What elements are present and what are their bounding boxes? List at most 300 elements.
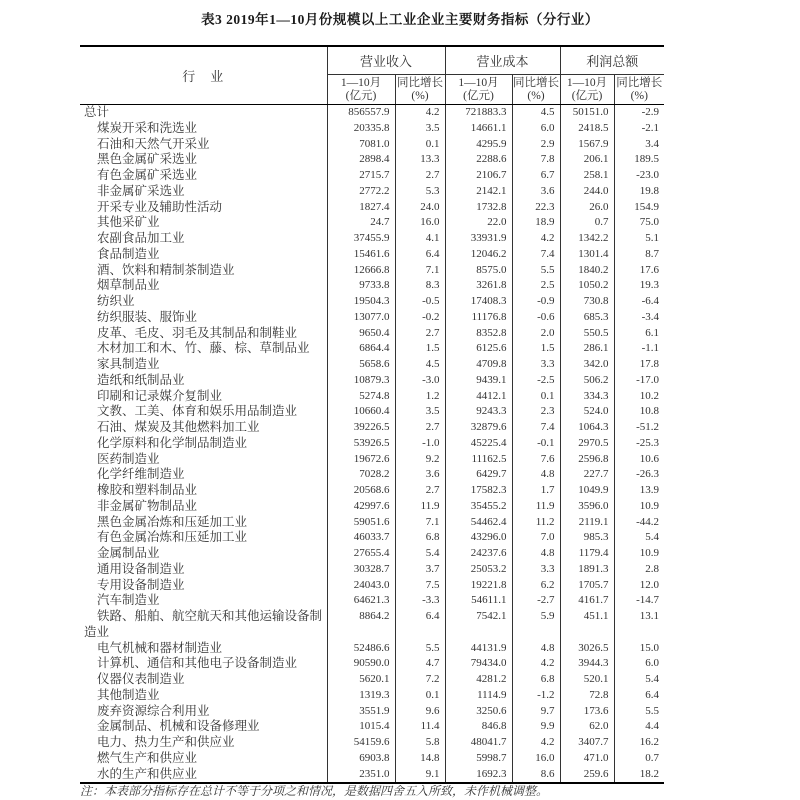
table-row — [80, 200, 664, 216]
profit-growth-cell: 5.4 — [614, 530, 664, 546]
cost-growth-cell: 5.5 — [512, 263, 560, 279]
revenue-growth-cell: 24.0 — [395, 200, 445, 216]
revenue-amount-cell: 64621.3 — [327, 593, 395, 609]
profit-amount-cell: 520.1 — [560, 672, 614, 688]
cost-amount-cell: 6429.7 — [445, 467, 512, 483]
table-row — [80, 767, 664, 784]
industry-name-cell: 其他制造业 — [97, 687, 160, 702]
revenue-growth-cell: 4.7 — [395, 656, 445, 672]
cost-amount-cell: 24237.6 — [445, 546, 512, 562]
table-row — [80, 231, 664, 247]
revenue-growth-cell: 0.1 — [395, 688, 445, 704]
cost-amount-cell: 54611.1 — [445, 593, 512, 609]
sub-header-line2: (亿元) — [571, 89, 603, 102]
industry-name-cell: 非金属矿物制品业 — [97, 498, 198, 513]
profit-amount-cell: 342.0 — [560, 357, 614, 373]
profit-amount-cell: 730.8 — [560, 294, 614, 310]
industry-name-cell: 总计 — [84, 105, 110, 119]
profit-amount-cell: 1301.4 — [560, 247, 614, 263]
profit-growth-cell: 2.8 — [614, 562, 664, 578]
profit-growth-cell: 15.0 — [614, 641, 664, 657]
revenue-growth-cell: 6.4 — [395, 609, 445, 641]
industry-name-cell: 烟草制品业 — [97, 278, 160, 293]
sub-header-revenue-amount — [327, 75, 395, 105]
cost-growth-cell: 4.5 — [512, 105, 560, 121]
cost-growth-cell: 2.3 — [512, 404, 560, 420]
table-row — [80, 719, 664, 735]
profit-amount-cell: 1342.2 — [560, 231, 614, 247]
profit-growth-cell: 5.4 — [614, 672, 664, 688]
profit-growth-cell: 75.0 — [614, 215, 664, 231]
table-row — [80, 357, 664, 373]
profit-growth-cell: 4.4 — [614, 719, 664, 735]
cost-growth-cell: 16.0 — [512, 751, 560, 767]
profit-growth-cell: -1.1 — [614, 341, 664, 357]
revenue-growth-cell: -1.0 — [395, 436, 445, 452]
table-row — [80, 436, 664, 452]
table-row — [80, 341, 664, 357]
revenue-amount-cell: 39226.5 — [327, 420, 395, 436]
cost-amount-cell: 33931.9 — [445, 231, 512, 247]
revenue-growth-cell: 3.5 — [395, 404, 445, 420]
profit-growth-cell: 10.9 — [614, 499, 664, 515]
table-row — [80, 578, 664, 594]
sub-header-line1: 同比增长 — [616, 76, 663, 89]
industry-name-cell: 电气机械和器材制造业 — [97, 640, 223, 655]
sub-header-line1: 同比增长 — [513, 76, 560, 89]
profit-amount-cell: 3407.7 — [560, 735, 614, 751]
sub-header-line2: (%) — [411, 89, 429, 102]
revenue-growth-cell: 5.5 — [395, 641, 445, 657]
revenue-growth-cell: 6.8 — [395, 530, 445, 546]
cost-growth-cell: 4.2 — [512, 735, 560, 751]
industry-name-cell: 燃气生产和供应业 — [97, 750, 198, 765]
revenue-growth-cell: 9.6 — [395, 704, 445, 720]
revenue-growth-cell: 5.4 — [395, 546, 445, 562]
cost-growth-cell: 2.9 — [512, 137, 560, 153]
revenue-amount-cell: 20568.6 — [327, 483, 395, 499]
table-row — [80, 546, 664, 562]
revenue-amount-cell: 5274.8 — [327, 389, 395, 405]
cost-growth-cell: 7.4 — [512, 420, 560, 436]
table-row — [80, 420, 664, 436]
table-row — [80, 467, 664, 483]
revenue-amount-cell: 13077.0 — [327, 310, 395, 326]
industry-name-cell: 水的生产和供应业 — [97, 766, 198, 781]
table-row — [80, 389, 664, 405]
profit-amount-cell: 3596.0 — [560, 499, 614, 515]
cost-amount-cell: 54462.4 — [445, 515, 512, 531]
profit-amount-cell: 524.0 — [560, 404, 614, 420]
profit-amount-cell: 173.6 — [560, 704, 614, 720]
industry-name-cell: 废弃资源综合利用业 — [97, 703, 210, 718]
cost-growth-cell: 4.2 — [512, 231, 560, 247]
industry-name-cell: 金属制品业 — [97, 546, 160, 560]
profit-amount-cell: 244.0 — [560, 184, 614, 200]
profit-amount-cell: 1179.4 — [560, 546, 614, 562]
revenue-amount-cell: 19504.3 — [327, 294, 395, 310]
revenue-growth-cell: 4.1 — [395, 231, 445, 247]
cost-growth-cell: 9.9 — [512, 719, 560, 735]
cost-amount-cell: 25053.2 — [445, 562, 512, 578]
profit-amount-cell: 50151.0 — [560, 105, 614, 121]
revenue-amount-cell: 9650.4 — [327, 326, 395, 342]
cost-amount-cell: 8575.0 — [445, 263, 512, 279]
table-row — [80, 310, 664, 326]
industry-name-cell: 医药制造业 — [97, 451, 160, 466]
revenue-growth-cell: -0.2 — [395, 310, 445, 326]
cost-amount-cell: 45225.4 — [445, 436, 512, 452]
revenue-growth-cell: 4.2 — [395, 105, 445, 121]
cost-growth-cell: 22.3 — [512, 200, 560, 216]
profit-amount-cell: 286.1 — [560, 341, 614, 357]
revenue-growth-cell: -3.0 — [395, 373, 445, 389]
cost-growth-cell: 7.4 — [512, 247, 560, 263]
profit-amount-cell: 62.0 — [560, 719, 614, 735]
revenue-amount-cell: 52486.6 — [327, 641, 395, 657]
revenue-growth-cell: 5.8 — [395, 735, 445, 751]
revenue-amount-cell: 59051.6 — [327, 515, 395, 531]
cost-amount-cell: 79434.0 — [445, 656, 512, 672]
profit-amount-cell: 1840.2 — [560, 263, 614, 279]
cost-amount-cell: 3261.8 — [445, 278, 512, 294]
table-row — [80, 562, 664, 578]
revenue-amount-cell: 53926.5 — [327, 436, 395, 452]
cost-amount-cell: 4281.2 — [445, 672, 512, 688]
cost-growth-cell: 7.8 — [512, 152, 560, 168]
revenue-amount-cell: 2351.0 — [327, 767, 395, 784]
profit-growth-cell: 12.0 — [614, 578, 664, 594]
revenue-growth-cell: 11.9 — [395, 499, 445, 515]
profit-growth-cell: 8.7 — [614, 247, 664, 263]
industry-name-cell: 黑色金属冶炼和压延加工业 — [97, 514, 248, 529]
profit-amount-cell: 550.5 — [560, 326, 614, 342]
industry-name-cell: 有色金属矿采选业 — [97, 168, 198, 182]
table-row — [80, 452, 664, 468]
industry-name-cell: 木材加工和木、竹、藤、棕、草制品业 — [97, 341, 310, 356]
profit-amount-cell: 3944.3 — [560, 656, 614, 672]
profit-amount-cell: 1705.7 — [560, 578, 614, 594]
profit-growth-cell: 154.9 — [614, 200, 664, 216]
profit-growth-cell: 10.2 — [614, 389, 664, 405]
revenue-growth-cell: 2.7 — [395, 420, 445, 436]
cost-amount-cell: 846.8 — [445, 719, 512, 735]
cost-growth-cell: -0.1 — [512, 436, 560, 452]
profit-growth-cell: 19.3 — [614, 278, 664, 294]
table-row — [80, 373, 664, 389]
table-row — [80, 263, 664, 279]
revenue-growth-cell: 13.3 — [395, 152, 445, 168]
cost-growth-cell: 6.0 — [512, 121, 560, 137]
industry-name-cell: 电力、热力生产和供应业 — [97, 735, 235, 749]
sub-header-line1: 同比增长 — [397, 76, 443, 89]
profit-growth-cell: -44.2 — [614, 515, 664, 531]
revenue-amount-cell: 6864.4 — [327, 341, 395, 357]
profit-amount-cell: 2119.1 — [560, 515, 614, 531]
cost-growth-cell: 7.0 — [512, 530, 560, 546]
revenue-growth-cell: 8.3 — [395, 278, 445, 294]
sub-header-line2: (亿元) — [463, 89, 494, 102]
sub-header-profit-amount — [560, 75, 614, 105]
profit-amount-cell: 2596.8 — [560, 452, 614, 468]
footnote: 注：本表部分指标存在总计不等于分项之和情况，是数据四舍五入所致，未作机械调整。 — [80, 784, 549, 798]
profit-amount-cell: 985.3 — [560, 530, 614, 546]
table-row — [80, 688, 664, 704]
revenue-amount-cell: 12666.8 — [327, 263, 395, 279]
cost-amount-cell: 6125.6 — [445, 341, 512, 357]
profit-growth-cell: 3.4 — [614, 137, 664, 153]
industry-name-cell: 文教、工美、体育和娱乐用品制造业 — [97, 404, 298, 419]
revenue-amount-cell: 37455.9 — [327, 231, 395, 247]
page-title: 表3 2019年1—10月份规模以上工业企业主要财务指标（分行业） — [201, 12, 599, 27]
revenue-amount-cell: 5658.6 — [327, 357, 395, 373]
table-row — [80, 704, 664, 720]
industry-name-cell: 开采专业及辅助性活动 — [97, 199, 223, 214]
profit-growth-cell: -2.9 — [614, 105, 664, 121]
industry-name-cell: 纺织服装、服饰业 — [97, 309, 198, 324]
cost-amount-cell: 44131.9 — [445, 641, 512, 657]
cost-amount-cell: 4295.9 — [445, 137, 512, 153]
cost-growth-cell: 4.8 — [512, 467, 560, 483]
cost-amount-cell: 2106.7 — [445, 168, 512, 184]
revenue-growth-cell: 7.1 — [395, 515, 445, 531]
industry-name-cell: 酒、饮料和精制茶制造业 — [97, 262, 235, 277]
revenue-growth-cell: 9.1 — [395, 767, 445, 784]
table-row — [80, 404, 664, 420]
table-row — [80, 609, 664, 641]
financial-table-wrapper — [80, 45, 664, 784]
revenue-amount-cell: 10660.4 — [327, 404, 395, 420]
revenue-growth-cell: 3.7 — [395, 562, 445, 578]
table-row — [80, 105, 664, 121]
cost-amount-cell: 9439.1 — [445, 373, 512, 389]
industry-name-cell: 石油和天然气开采业 — [97, 136, 210, 151]
revenue-growth-cell: 9.2 — [395, 452, 445, 468]
profit-growth-cell: 17.6 — [614, 263, 664, 279]
industry-name-cell: 金属制品、机械和设备修理业 — [97, 719, 260, 734]
industry-name-cell: 通用设备制造业 — [97, 561, 185, 576]
revenue-amount-cell: 30328.7 — [327, 562, 395, 578]
revenue-growth-cell: 2.7 — [395, 483, 445, 499]
sub-header-profit-growth — [614, 75, 664, 105]
cost-growth-cell: 4.2 — [512, 656, 560, 672]
profit-amount-cell: 227.7 — [560, 467, 614, 483]
table-row — [80, 215, 664, 231]
table-row — [80, 735, 664, 751]
cost-amount-cell: 7542.1 — [445, 609, 512, 641]
cost-growth-cell: 18.9 — [512, 215, 560, 231]
table-row — [80, 593, 664, 609]
revenue-amount-cell: 2715.7 — [327, 168, 395, 184]
cost-growth-cell: 4.8 — [512, 641, 560, 657]
cost-amount-cell: 2288.6 — [445, 152, 512, 168]
table-body — [80, 105, 664, 784]
profit-growth-cell: 18.2 — [614, 767, 664, 784]
profit-amount-cell: 334.3 — [560, 389, 614, 405]
profit-amount-cell: 451.1 — [560, 609, 614, 641]
revenue-growth-cell: 0.1 — [395, 137, 445, 153]
table-row — [80, 137, 664, 153]
industry-name-cell: 化学原料和化学制品制造业 — [97, 435, 248, 450]
cost-amount-cell: 1732.8 — [445, 200, 512, 216]
profit-growth-cell: 6.1 — [614, 326, 664, 342]
cost-amount-cell: 9243.3 — [445, 404, 512, 420]
revenue-amount-cell: 19672.6 — [327, 452, 395, 468]
cost-growth-cell: 2.5 — [512, 278, 560, 294]
sub-header-line2: (%) — [527, 89, 545, 102]
revenue-growth-cell: 14.8 — [395, 751, 445, 767]
profit-growth-cell: -23.0 — [614, 168, 664, 184]
cost-growth-cell: 2.0 — [512, 326, 560, 342]
profit-growth-cell: -14.7 — [614, 593, 664, 609]
industry-name-cell: 石油、煤炭及其他燃料加工业 — [97, 420, 260, 434]
cost-growth-cell: 3.6 — [512, 184, 560, 200]
profit-amount-cell: 1064.3 — [560, 420, 614, 436]
sub-header-line2: (亿元) — [345, 89, 377, 102]
cost-amount-cell: 721883.3 — [445, 105, 512, 121]
cost-growth-cell: 3.3 — [512, 562, 560, 578]
group-header-profit: 利润总额 — [560, 46, 664, 75]
profit-growth-cell: 6.4 — [614, 688, 664, 704]
sub-header-line1: 1—10月 — [566, 76, 608, 89]
cost-amount-cell: 3250.6 — [445, 704, 512, 720]
industry-name-cell: 专用设备制造业 — [97, 577, 185, 592]
industry-name-cell: 有色金属冶炼和压延加工业 — [97, 530, 248, 545]
revenue-amount-cell: 42997.6 — [327, 499, 395, 515]
industry-name-cell: 煤炭开采和洗选业 — [97, 120, 198, 135]
sub-header-line2: (%) — [630, 89, 648, 102]
profit-amount-cell: 2418.5 — [560, 121, 614, 137]
revenue-amount-cell: 90590.0 — [327, 656, 395, 672]
profit-growth-cell: -17.0 — [614, 373, 664, 389]
revenue-growth-cell: 16.0 — [395, 215, 445, 231]
industry-name-cell: 计算机、通信和其他电子设备制造业 — [97, 656, 298, 671]
cost-growth-cell: 11.9 — [512, 499, 560, 515]
profit-growth-cell: -3.4 — [614, 310, 664, 326]
table-row — [80, 656, 664, 672]
profit-growth-cell: -26.3 — [614, 467, 664, 483]
cost-amount-cell: 48041.7 — [445, 735, 512, 751]
cost-amount-cell: 11176.8 — [445, 310, 512, 326]
industry-name-cell: 橡胶和塑料制品业 — [97, 483, 198, 497]
profit-amount-cell: 1049.9 — [560, 483, 614, 499]
industry-name-cell: 非金属矿采选业 — [97, 183, 185, 198]
revenue-amount-cell: 9733.8 — [327, 278, 395, 294]
industry-name-cell: 纺织业 — [97, 294, 135, 308]
revenue-growth-cell: 5.3 — [395, 184, 445, 200]
profit-growth-cell: 17.8 — [614, 357, 664, 373]
revenue-amount-cell: 2772.2 — [327, 184, 395, 200]
table-row — [80, 499, 664, 515]
revenue-amount-cell: 1015.4 — [327, 719, 395, 735]
table-row — [80, 483, 664, 499]
cost-growth-cell: -1.2 — [512, 688, 560, 704]
cost-growth-cell: 0.1 — [512, 389, 560, 405]
revenue-amount-cell: 27655.4 — [327, 546, 395, 562]
cost-growth-cell: -0.6 — [512, 310, 560, 326]
sub-header-line1: 1—10月 — [340, 76, 382, 89]
cost-growth-cell: 6.8 — [512, 672, 560, 688]
profit-amount-cell: 2970.5 — [560, 436, 614, 452]
revenue-growth-cell: -3.3 — [395, 593, 445, 609]
cost-amount-cell: 19221.8 — [445, 578, 512, 594]
revenue-growth-cell: 3.6 — [395, 467, 445, 483]
cost-amount-cell: 5998.7 — [445, 751, 512, 767]
revenue-growth-cell: 3.5 — [395, 121, 445, 137]
cost-amount-cell: 11162.5 — [445, 452, 512, 468]
revenue-amount-cell: 5620.1 — [327, 672, 395, 688]
profit-growth-cell: -2.1 — [614, 121, 664, 137]
profit-growth-cell: 5.5 — [614, 704, 664, 720]
revenue-amount-cell: 54159.6 — [327, 735, 395, 751]
industry-name-cell: 黑色金属矿采选业 — [97, 152, 198, 167]
cost-growth-cell: 1.5 — [512, 341, 560, 357]
table-row — [80, 184, 664, 200]
industry-name-cell: 铁路、船舶、航空航天和其他运输设备制造业 — [84, 609, 323, 639]
cost-amount-cell: 32879.6 — [445, 420, 512, 436]
industry-name-cell: 化学纤维制造业 — [97, 467, 185, 482]
profit-growth-cell: 189.5 — [614, 152, 664, 168]
cost-amount-cell: 4412.1 — [445, 389, 512, 405]
profit-amount-cell: 258.1 — [560, 168, 614, 184]
industry-name-cell: 造纸和纸制品业 — [97, 372, 185, 387]
revenue-growth-cell: 1.2 — [395, 389, 445, 405]
revenue-amount-cell: 15461.6 — [327, 247, 395, 263]
cost-amount-cell: 2142.1 — [445, 184, 512, 200]
revenue-amount-cell: 10879.3 — [327, 373, 395, 389]
cost-growth-cell: 4.8 — [512, 546, 560, 562]
profit-amount-cell: 3026.5 — [560, 641, 614, 657]
cost-growth-cell: -2.7 — [512, 593, 560, 609]
table-row — [80, 152, 664, 168]
cost-amount-cell: 4709.8 — [445, 357, 512, 373]
revenue-growth-cell: -0.5 — [395, 294, 445, 310]
industry-name-cell: 其他采矿业 — [97, 215, 160, 230]
revenue-amount-cell: 1319.3 — [327, 688, 395, 704]
profit-amount-cell: 26.0 — [560, 200, 614, 216]
profit-growth-cell: 10.9 — [614, 546, 664, 562]
profit-amount-cell: 506.2 — [560, 373, 614, 389]
cost-amount-cell: 1692.3 — [445, 767, 512, 784]
revenue-amount-cell: 3551.9 — [327, 704, 395, 720]
profit-growth-cell: 5.1 — [614, 231, 664, 247]
sub-header-cost-amount — [445, 75, 512, 105]
revenue-amount-cell: 1827.4 — [327, 200, 395, 216]
profit-growth-cell: 10.8 — [614, 404, 664, 420]
table-row — [80, 641, 664, 657]
revenue-amount-cell: 7028.2 — [327, 467, 395, 483]
table-row — [80, 672, 664, 688]
cost-amount-cell: 12046.2 — [445, 247, 512, 263]
group-header-revenue: 营业收入 — [327, 46, 445, 75]
revenue-growth-cell: 2.7 — [395, 168, 445, 184]
cost-growth-cell: 3.3 — [512, 357, 560, 373]
profit-amount-cell: 259.6 — [560, 767, 614, 784]
revenue-growth-cell: 7.2 — [395, 672, 445, 688]
cost-growth-cell: 5.9 — [512, 609, 560, 641]
industry-name-cell: 家具制造业 — [97, 357, 160, 371]
cost-growth-cell: 11.2 — [512, 515, 560, 531]
revenue-amount-cell: 24.7 — [327, 215, 395, 231]
profit-amount-cell: 471.0 — [560, 751, 614, 767]
table-row — [80, 121, 664, 137]
profit-amount-cell: 1891.3 — [560, 562, 614, 578]
table-row — [80, 326, 664, 342]
profit-growth-cell: 6.0 — [614, 656, 664, 672]
revenue-amount-cell: 2898.4 — [327, 152, 395, 168]
revenue-amount-cell: 20335.8 — [327, 121, 395, 137]
industry-name-cell: 仪器仪表制造业 — [97, 672, 185, 686]
